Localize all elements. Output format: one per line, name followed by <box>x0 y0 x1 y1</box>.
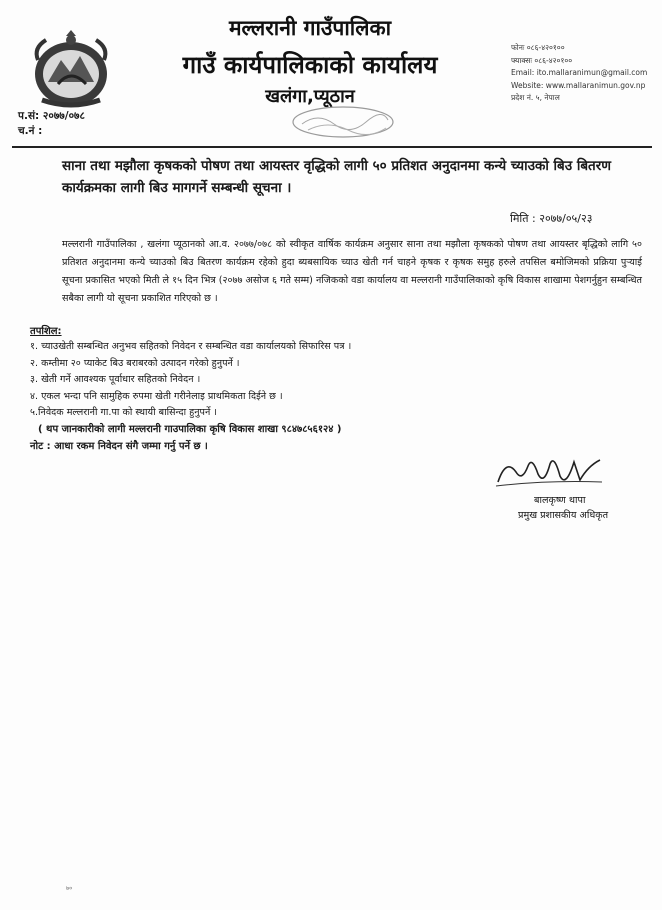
notice-body: मल्लरानी गाउँपालिका , खलंगा प्यूठानको आ.व. २०७७/०७८ को स्वीकृत वार्षिक कार्यक्रम अनुसार साना तथा मझौला कृषकको पोषण तथा आयस्तर बृद्धिको लागि ५० प्रतिशत अनुदानमा कन्ये च्याउको बिउ बितरण कार्यक्रम रहेको हुदा ब्यबसायिक च्याउ खेती गर्न चाहने कृषक र कृषक समुह हरुले तपसिल बमोजिमको प्रक्रिया पुऱ्याई सूचना प्रकासित भएको मिती ले १५ दिन भित्र (२०७७ असोज ६ गते सम्म) नजिकको वडा कार्यालय वा मल्लरानी गाउँपालिकाको कृषि विकास शाखामा पेशगर्नुहुन सम्बन्धित सबैका लागी यो सूचना प्रकाशित गरिएको छ । <box>62 239 642 304</box>
notice-date: मिति : २०७७/०५/२३ <box>510 212 593 225</box>
signature-icon <box>488 452 608 492</box>
list-item: ४. एकल भन्दा पनि सामुहिक रुपमा खेती गरीनेलाइ प्राथमिकता दिईने छ । <box>30 390 283 402</box>
header-divider <box>12 146 652 148</box>
office-location: खलंगा,प्यूठान <box>265 86 355 107</box>
signatory-title: प्रमुख प्रशासकीय अधिकृत <box>518 510 609 521</box>
note-line: नोट : आधा रकम निवेदन संगै जम्मा गर्नु पर्ने छ । <box>30 441 208 452</box>
patra-sankhya: प.सं: २०७७/०७८ <box>18 110 85 122</box>
chalan-number: च.नं : <box>18 125 43 137</box>
footer-mark: ७० <box>66 885 73 892</box>
contact-phone: फोनः ०८६-४२०१०० <box>511 43 565 52</box>
list-item: १. च्याउखेती सम्बन्धित अनुभव सहितको निवेदन र सम्बन्धित वडा कार्यालयको सिफारिस पत्र । <box>30 341 352 352</box>
office-stamp-icon <box>288 104 398 140</box>
list-item: ५.निवेदक मल्लरानी गा.पा को स्थायी बासिन्दा हुनुपर्ने । <box>30 407 218 418</box>
contact-email: Email: ito.mallaranimun@gmail.com <box>511 68 648 77</box>
contact-fax: फ्याक्सः ०८६-४२०१०० <box>511 55 573 65</box>
nepal-emblem-icon <box>28 30 114 112</box>
list-item: २. कम्तीमा २० प्याकेट बिउ बराबरको उत्पादन गरेको हुनुपर्ने । <box>30 357 240 369</box>
details-list <box>30 339 570 422</box>
reference-numbers <box>18 109 85 139</box>
notice-subject: साना तथा मझौला कृषकको पोषण तथा आयस्तर वृद्धिको लागी ५० प्रतिशत अनुदानमा कन्ये च्याउको बिउ बितरण कार्यक्रमका लागी बिउ मागगर्ने सम्बन्धी सूचना । <box>62 158 612 196</box>
contact-info-line: ( थप जानकारीको लागी मल्लरानी गाउपालिका कृषि विकास शाखा ९८४७८५६१२४ ) <box>38 424 342 435</box>
signatory-name: बालकृष्ण थापा <box>534 495 586 506</box>
municipality-name: मल्लरानी गाउँपालिका <box>228 16 392 40</box>
contact-province: प्रदेश नं. ५, नेपाल <box>511 93 560 102</box>
details-heading: तपशिल: <box>30 326 62 337</box>
office-name: गाउँ कार्यपालिकाको कार्यालय <box>182 51 438 79</box>
contact-block <box>511 42 661 105</box>
contact-website: Website: www.mallaranimun.gov.np <box>511 80 646 90</box>
list-item: ३. खेती गर्ने आवश्यक पूर्वाधार सहितको निवेदन । <box>30 374 201 385</box>
